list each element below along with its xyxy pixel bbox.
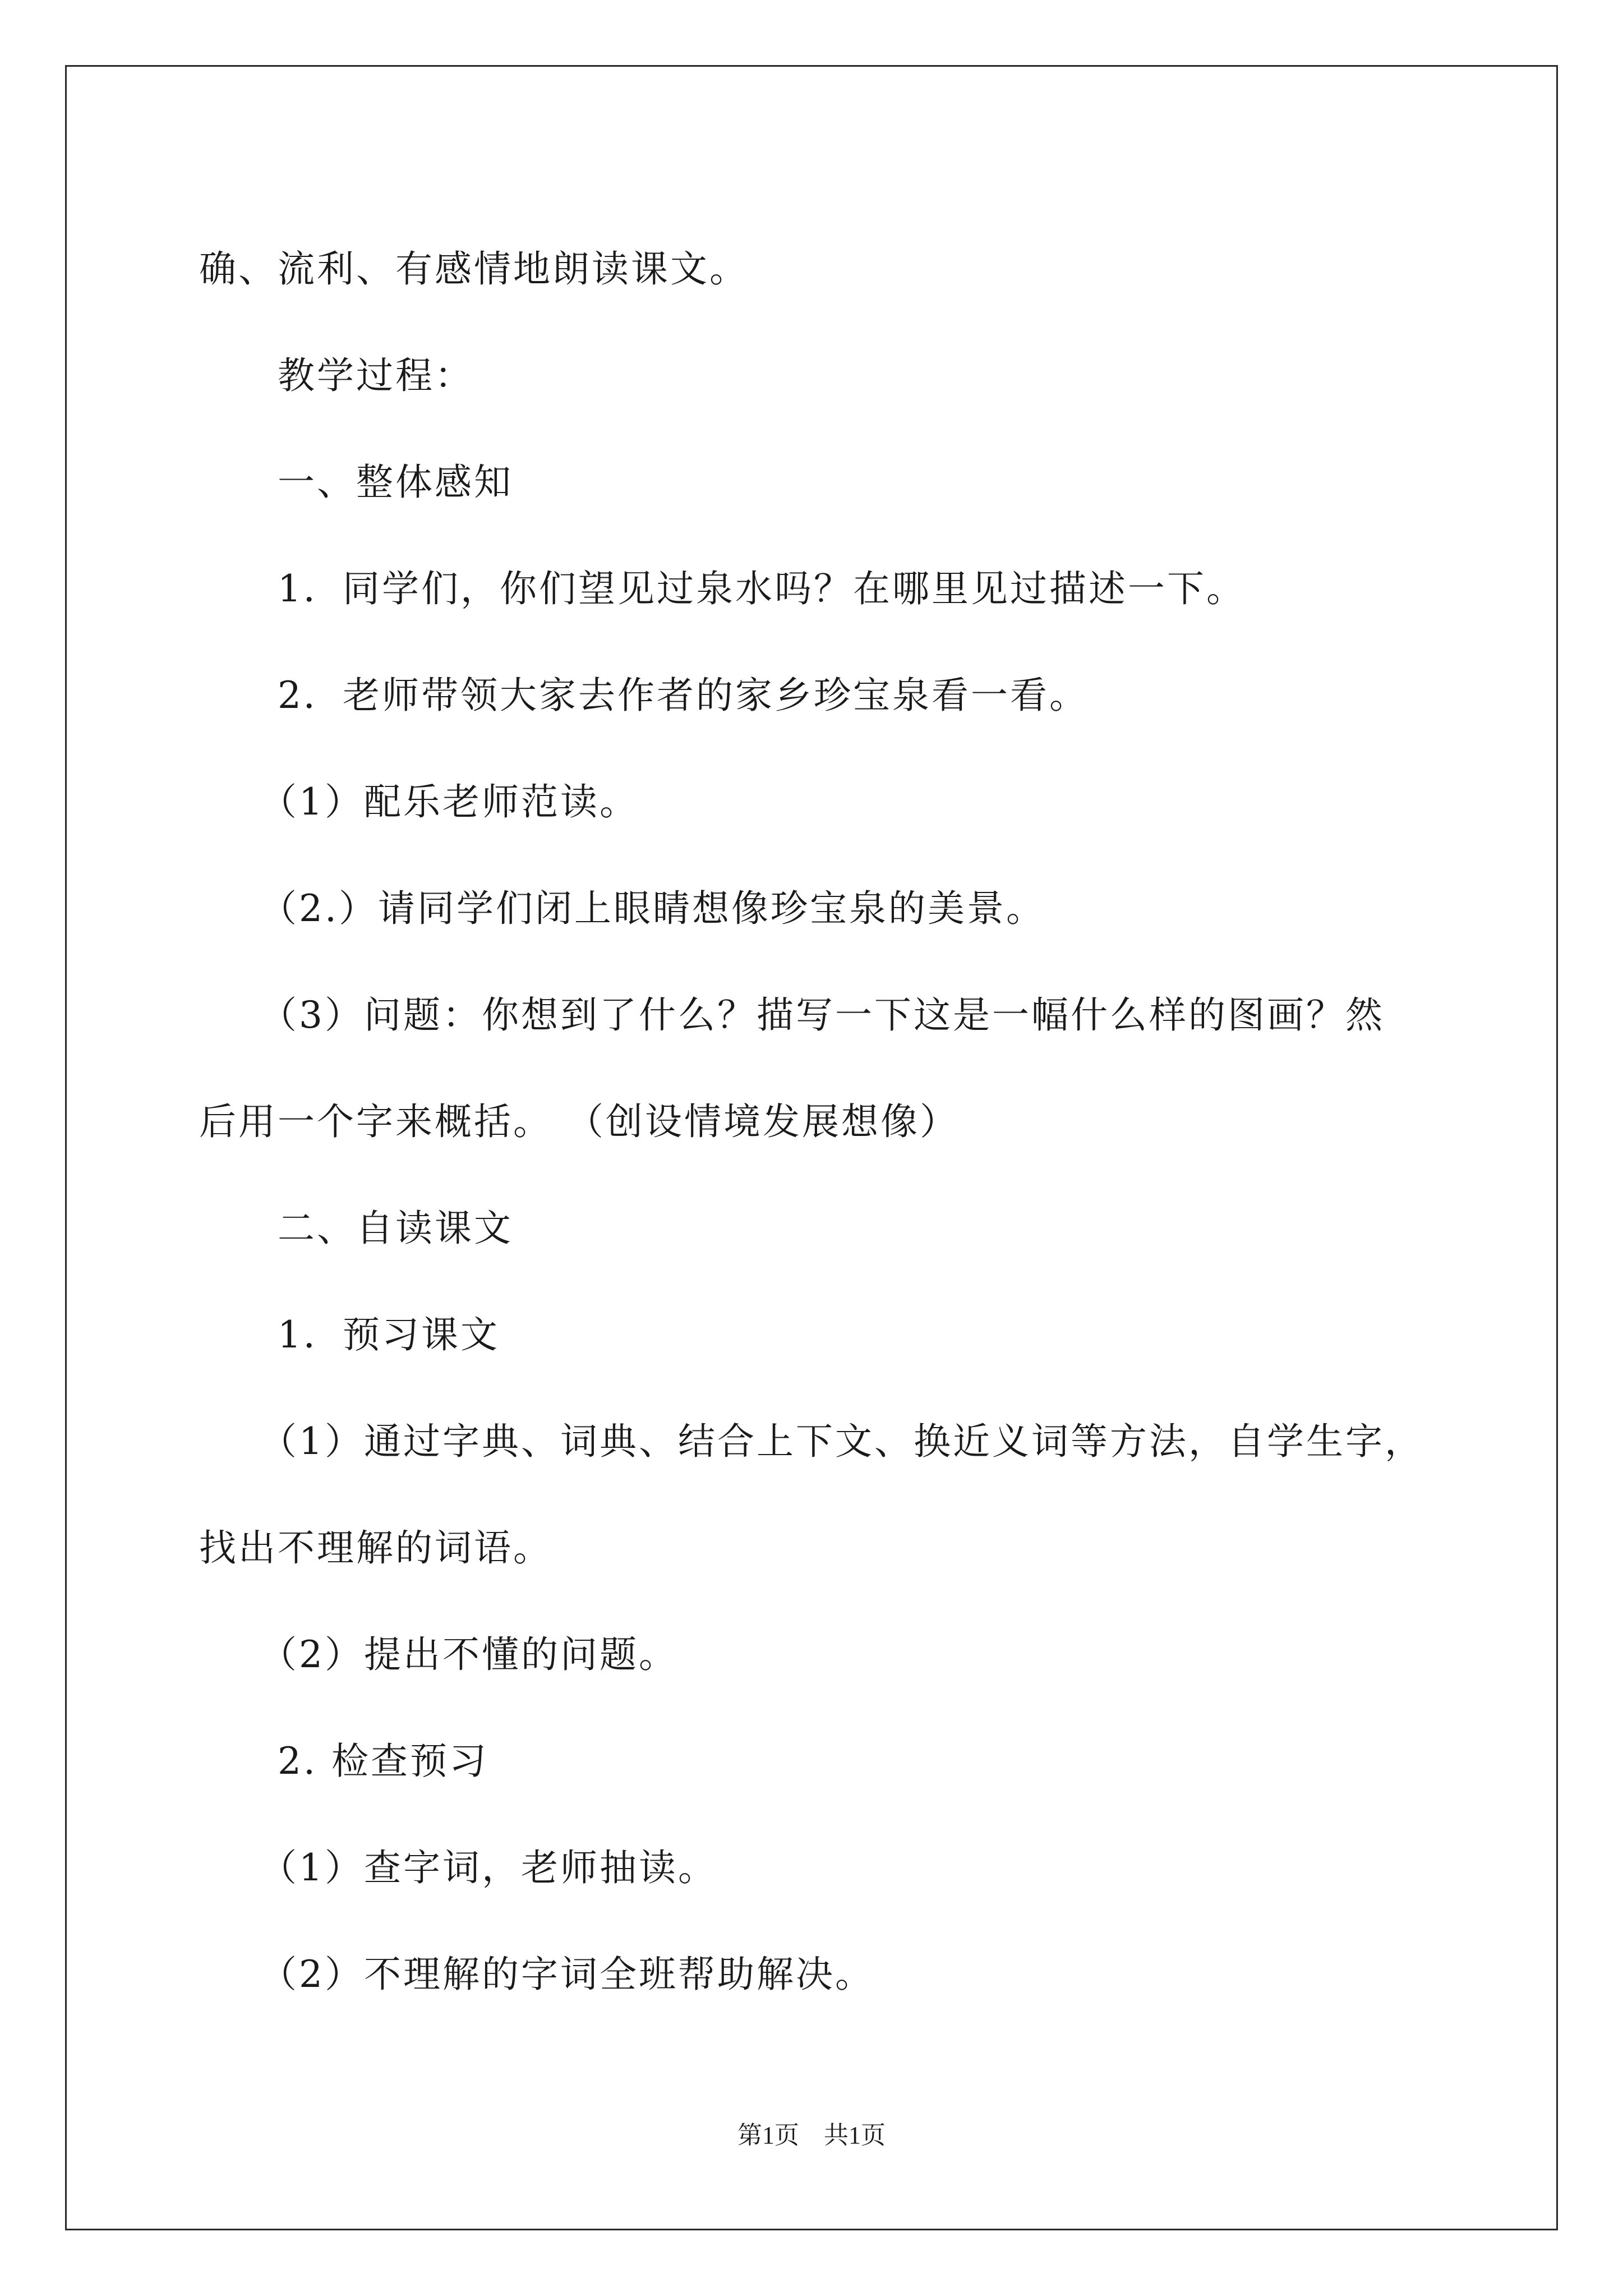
paragraph-4: 1．同学们，你们望见过泉水吗？在哪里见过描述一下。 (278, 567, 1246, 610)
paragraph-13: 找出不理解的词语。 (199, 1526, 552, 1570)
paragraph-6: （1）配乐老师范读。 (260, 780, 639, 823)
paragraph-2: 教学过程： (278, 354, 474, 397)
paragraph-11: 1．预习课文 (278, 1313, 500, 1356)
paragraph-15: 2. 检查预习 (278, 1740, 488, 1783)
paragraph-5: 2．老师带领大家去作者的家乡珍宝泉看一看。 (278, 674, 1089, 717)
paragraph-9: 后用一个字来概括。 （创设情境发展想像） (199, 1100, 959, 1143)
paragraph-8: （3）问题：你想到了什么？描写一下这是一幅什么样的图画？然 (260, 993, 1385, 1037)
paragraph-1: 确、流利、有感情地朗读课文。 (199, 247, 749, 291)
paragraph-14: （2）提出不懂的问题。 (260, 1633, 678, 1676)
paragraph-7: （2.）请同学们闭上眼睛想像珍宝泉的美景。 (260, 887, 1045, 930)
paragraph-10: 二、自读课文 (278, 1207, 513, 1250)
paragraph-17: （2）不理解的字词全班帮助解决。 (260, 1953, 874, 1996)
paragraph-16: （1）查字词，老师抽读。 (260, 1846, 717, 1889)
document-body (199, 216, 1438, 2028)
paragraph-12: （1）通过字典、词典、结合上下文、换近义词等方法，自学生字， (260, 1420, 1424, 1463)
page-number-footer: 第1页 共1页 (737, 2122, 886, 2149)
paragraph-3: 一、整体感知 (278, 461, 513, 504)
